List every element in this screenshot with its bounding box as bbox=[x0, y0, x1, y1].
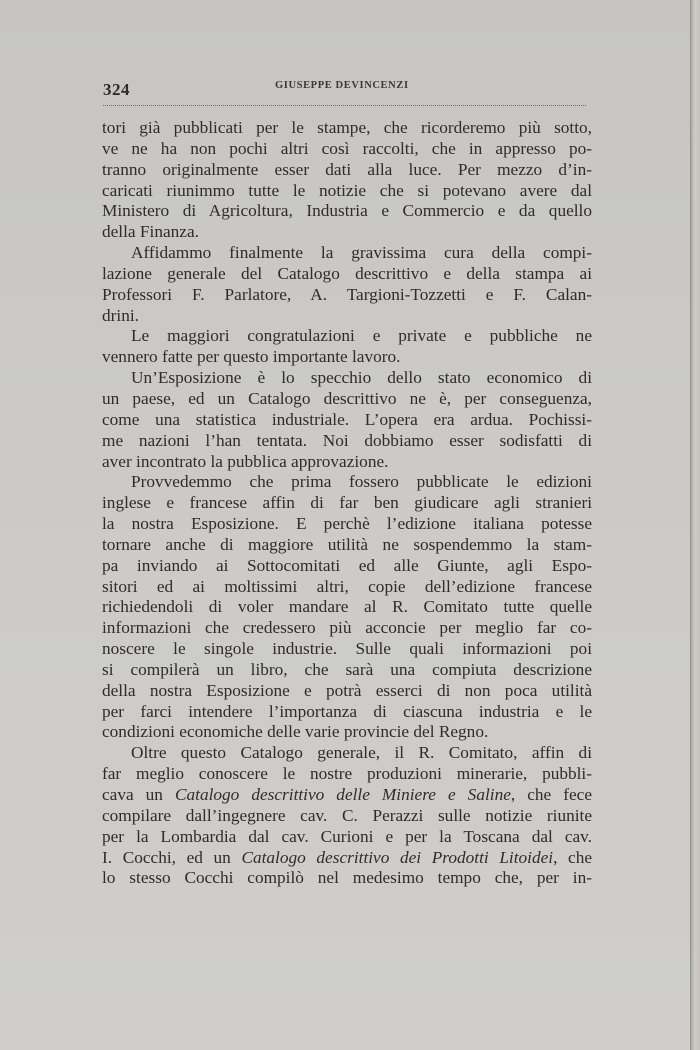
text-line: Oltre questo Catalogo generale, il R. Comitato, affin di bbox=[131, 743, 592, 763]
text-line: la nostra Esposizione. E perchè l’edizione italiana potesse bbox=[102, 514, 592, 534]
line-text: , che bbox=[553, 847, 593, 867]
running-head: GIUSEPPE DEVINCENZI bbox=[275, 80, 409, 91]
text-line: Professori F. Parlatore, A. Targioni-Tozzetti e F. Calan- bbox=[102, 284, 592, 304]
text-line bbox=[102, 785, 592, 806]
text-line: caricati riunimmo tutte le notizie che si potevano avere dal bbox=[102, 180, 592, 200]
text-line: si compilerà un libro, che sarà una compiuta descrizione bbox=[102, 659, 592, 679]
text-line: per la Lombardia dal cav. Curioni e per la Toscana dal cav. bbox=[102, 826, 592, 846]
text-line: un paese, ed un Catalogo descrittivo ne è, per conseguenza, bbox=[102, 388, 592, 408]
text-line: ve ne ha non pochi altri così raccolti, che in appresso po- bbox=[102, 138, 592, 158]
italic-title: Catalogo descrittivo dei Prodotti Litoidei bbox=[241, 847, 554, 867]
italic-title: Catalogo descrittivo delle Miniere e Saline bbox=[174, 785, 511, 804]
text-line: Provvedemmo che prima fossero pubblicate le edizioni bbox=[131, 472, 592, 492]
body-text bbox=[102, 118, 592, 889]
text-line: aver incontrato la pubblica approvazione. bbox=[102, 451, 389, 471]
page-number: 324 bbox=[103, 80, 130, 99]
text-line: richiedendoli di voler mandare al R. Comitato tutte quelle bbox=[102, 597, 592, 617]
text-line: Ministero di Agricoltura, Industria e Commercio e da quello bbox=[102, 201, 592, 221]
line-text: I. Cocchi, ed un bbox=[102, 847, 242, 867]
text-line: noscere le singole industrie. Sulle quali informazioni poi bbox=[102, 639, 592, 659]
text-line: per farci intendere l’importanza di ciascuna industria e le bbox=[102, 701, 592, 721]
text-line: lo stesso Cocchi compilò nel medesimo tempo che, per in- bbox=[102, 868, 592, 888]
text-line: sitori ed ai moltissimi altri, copie dell’edizione francese bbox=[102, 576, 592, 596]
text-line bbox=[102, 848, 592, 869]
text-line: me nazioni l’han tentata. Noi dobbiamo esser sodisfatti di bbox=[102, 430, 592, 450]
text-line: Un’Esposizione è lo specchio dello stato economico di bbox=[131, 368, 592, 388]
text-line: compilare dall’ingegnere cav. C. Perazzi sulle notizie riunite bbox=[102, 805, 592, 825]
text-line: pa inviando ai Sottocomitati ed alle Giunte, agli Espo- bbox=[102, 555, 592, 575]
text-line: inglese e francese affin di far ben giudicare agli stranieri bbox=[102, 493, 592, 513]
text-line: lazione generale del Catalogo descrittivo e della stampa ai bbox=[102, 263, 592, 283]
text-line: come una statistica industriale. L’opera era ardua. Pochissi- bbox=[102, 409, 592, 429]
text-line: della nostra Esposizione e potrà esserci di non poca utilità bbox=[102, 680, 592, 700]
page-edge bbox=[690, 0, 700, 1050]
line-text: , che fece bbox=[510, 785, 592, 804]
text-line: tornare anche di maggiore utilità ne sospendemmo la stam- bbox=[102, 534, 592, 554]
text-line: vennero fatte per questo importante lavoro. bbox=[102, 347, 401, 367]
page-header bbox=[103, 76, 586, 106]
text-line: tranno originalmente esser dati alla luce. Per mezzo d’in- bbox=[102, 159, 592, 179]
text-line: tori già pubblicati per le stampe, che ricorderemo più sotto, bbox=[102, 118, 592, 137]
text-line: drini. bbox=[102, 305, 139, 325]
text-line: condizioni economiche delle varie provincie del Regno. bbox=[102, 722, 489, 742]
line-text: cava un bbox=[102, 785, 175, 804]
text-line: Affidammo finalmente la gravissima cura della compi- bbox=[131, 243, 592, 263]
header-rule bbox=[103, 105, 586, 106]
text-line: informazioni che credessero più acconcie per meglio far co- bbox=[102, 618, 592, 638]
text-line: della Finanza. bbox=[102, 222, 199, 242]
text-line: far meglio conoscere le nostre produzioni minerarie, pubbli- bbox=[102, 764, 592, 784]
text-line: Le maggiori congratulazioni e private e pubbliche ne bbox=[131, 326, 592, 346]
